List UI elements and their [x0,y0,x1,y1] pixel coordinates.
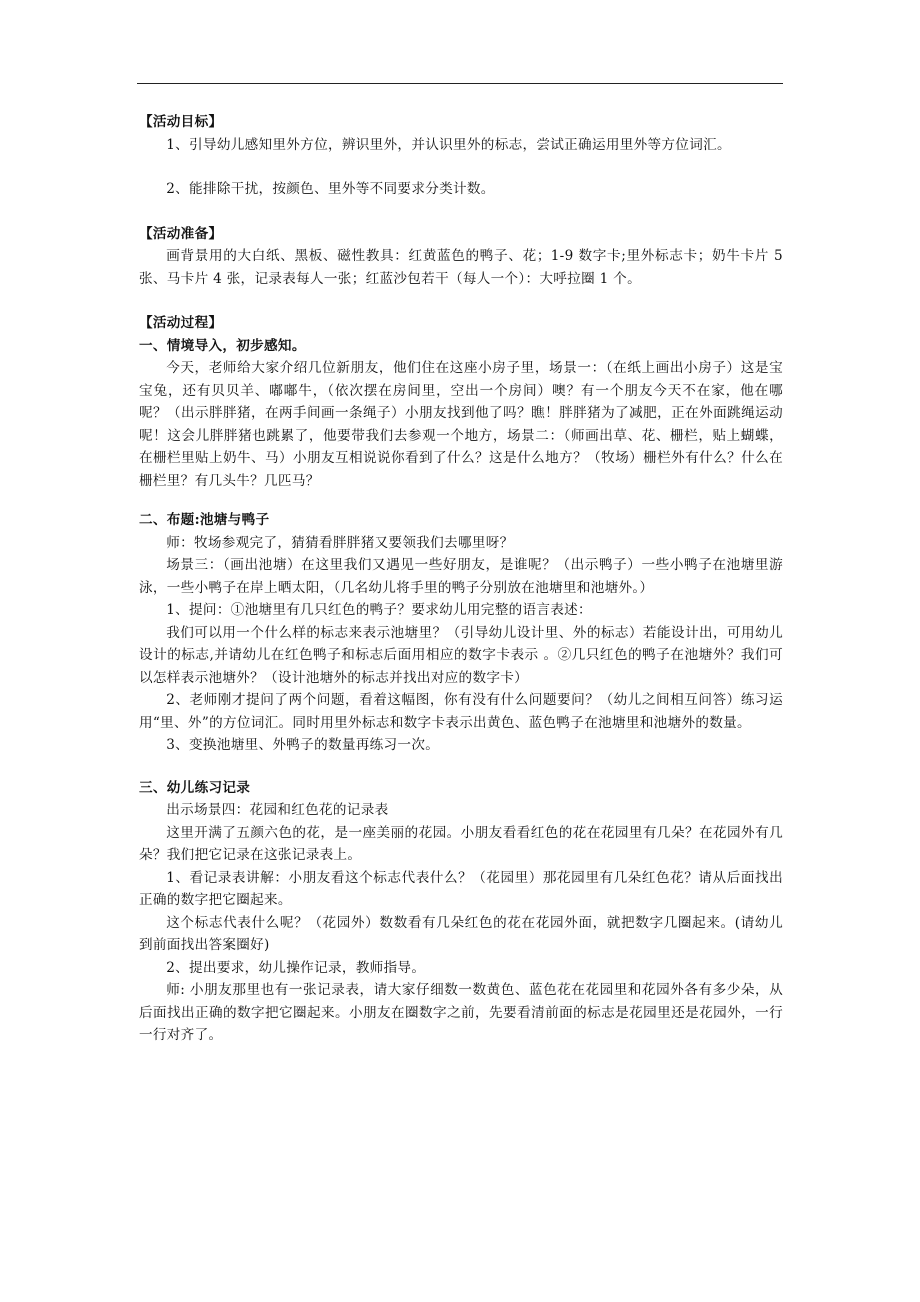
step-2-paragraph-5: 2、老师刚才提问了两个问题，看着这幅图，你有没有什么问题要问？（幼儿之间相互问答）练习运用“里、外”的方位词汇。同时用里外标志和数字卡表示出黄色、蓝色鸭子在池塘里和池塘外的数量。 [139,692,783,731]
step-3-paragraph-1: 出示场景四：花园和红色花的记录表 [166,802,389,818]
step-2-paragraph-2: 场景三：（画出池塘）在这里我们又遇见一些好朋友，是谁呢？（出示鸭子）一些小鸭子在池塘里游泳，一些小鸭子在岸上晒太阳，（几名幼儿将手里的鸭子分别放在池塘里和池塘外。） [139,557,783,596]
goal-item-2: 2、能排除干扰，按颜色、里外等不同要求分类计数。 [166,181,495,197]
step-1-title: 一、情境导入，初步感知。 [139,337,306,354]
section-heading-goals: 【活动目标】 [139,114,223,130]
step-3-paragraph-3: 1、看记录表讲解：小朋友看这个标志代表什么？（花园里）那花园里有几朵红色花？请从后面找出正确的数字把它圈起来。 [139,869,783,908]
document-body [139,111,783,1047]
step-2-paragraph-1: 师：牧场参观完了，猜猜看胖胖猪又要领我们去哪里呀？ [166,534,514,551]
step-3-title: 三、幼儿练习记录 [139,779,251,796]
step-2-paragraph-4: 我们可以用一个什么样的标志来表示池塘里？（引导幼儿设计里、外的标志）若能设计出，可用幼儿设计的标志,并请幼儿在红色鸭子和标志后面用相应的数字卡表示 。②几只红色的鸭子在池塘外？我们可以怎样表示池塘外？（设计池塘外的标志并找出对应的数字卡） [139,624,783,686]
preparation-text: 画背景用的大白纸、黑板、磁性教具：红黄蓝色的鸭子、花；1-9 数字卡;里外标志卡；奶牛卡片 5 张、马卡片 4 张，记录表每人一张；红蓝沙包若干（每人一个）：大呼拉圈 1 个。 [139,248,783,287]
section-heading-process: 【活动过程】 [139,315,223,331]
step-3-paragraph-4: 这个标志代表什么呢？（花园外）数数看有几朵红色的花在花园外面，就把数字几圈起来。(请幼儿到前面找出答案圈好) [139,914,783,953]
goal-item-1: 1、引导幼儿感知里外方位，辨识里外，并认识里外的标志，尝试正确运用里外等方位词汇。 [166,136,731,153]
section-heading-preparation: 【活动准备】 [139,225,223,242]
step-3-paragraph-5: 2、提出要求，幼儿操作记录，教师指导。 [166,959,426,976]
step-1-paragraph: 今天，老师给大家介绍几位新朋友，他们住在这座小房子里，场景一：（在纸上画出小房子）这是宝宝兔，还有贝贝羊、嘟嘟牛，（依次摆在房间里，空出一个房间）噢？有一个朋友今天不在家，他在哪呢？（出示胖胖猪，在两手间画一条绳子）小朋友找到他了吗？瞧！胖胖猪为了减肥，正在外面跳绳运动呢！这会儿胖胖猪也跳累了，他要带我们去参观一个地方，场景二：（师画出草、花、栅栏，贴上蝴蝶，在栅栏里贴上奶牛、马）小朋友互相说说你看到了什么？这是什么地方？（牧场）栅栏外有什么？什么在栅栏里？有几头牛？几匹马？ [139,360,783,489]
step-2-paragraph-3: 1、提问：①池塘里有几只红色的鸭子？要求幼儿用完整的语言表述： [166,602,592,618]
step-2-title: 二、布题:池塘与鸭子 [139,512,270,528]
step-3-paragraph-6: 师: 小朋友那里也有一张记录表，请大家仔细数一数黄色、蓝色花在花园里和花园外各有多少朵，从后面找出正确的数字把它圈起来。小朋友在圈数字之前，先要看清前面的标志是花园里还是花园外，一行一行对齐了。 [139,982,783,1043]
header-rule [137,83,783,84]
step-3-paragraph-2: 这里开满了五颜六色的花，是一座美丽的花园。小朋友看看红色的花在花园里有几朵？在花园外有几朵？我们把它记录在这张记录表上。 [139,824,783,863]
step-2-paragraph-6: 3、变换池塘里、外鸭子的数量再练习一次。 [166,737,440,753]
